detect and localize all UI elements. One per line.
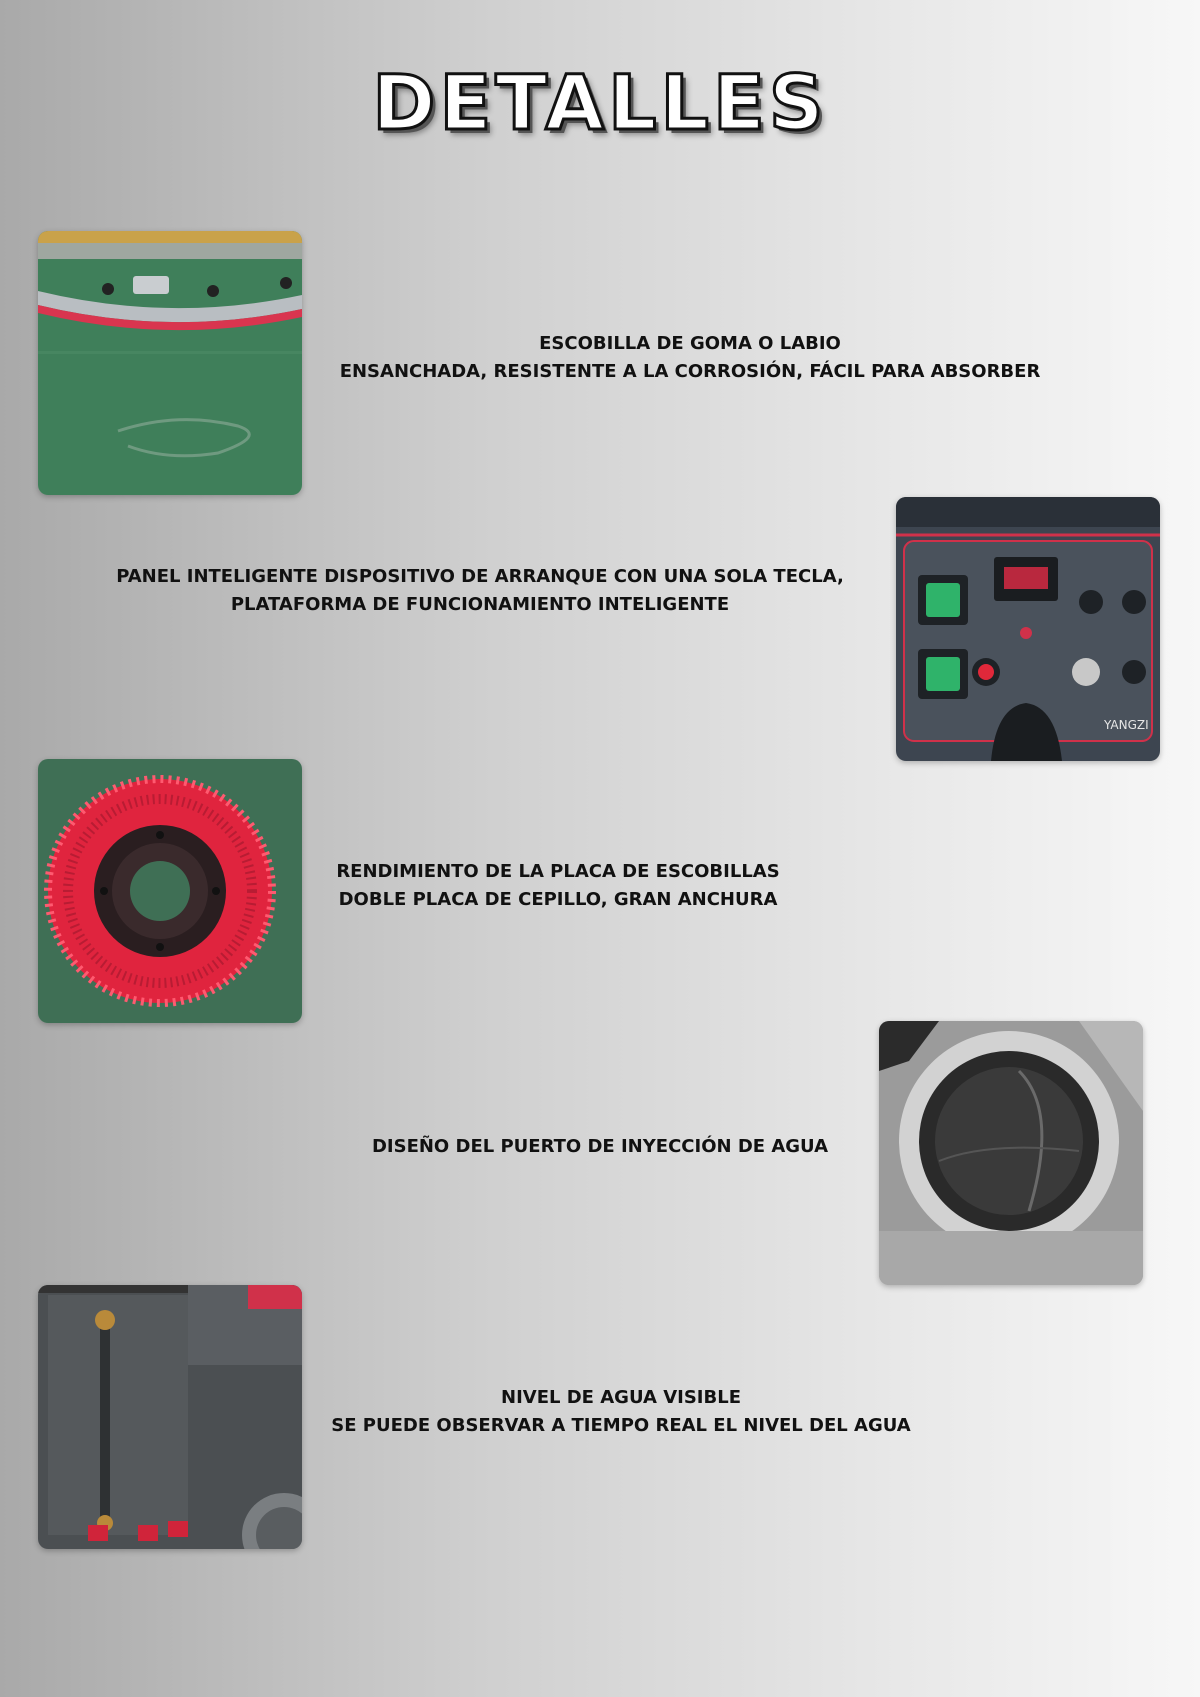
caption-line-2: DOBLE PLACA DE CEPILLO, GRAN ANCHURA <box>338 889 778 910</box>
caption-line-1: RENDIMIENTO DE LA PLACA DE ESCOBILLAS <box>336 861 780 882</box>
control-panel-caption <box>80 563 880 619</box>
caption-line-1: PANEL INTELIGENTE DISPOSITIVO DE ARRANQUE CON UNA SOLA TECLA, <box>116 566 844 587</box>
control-panel-photo-icon <box>896 497 1160 761</box>
squeegee-caption <box>318 330 1062 386</box>
water-level-caption <box>318 1384 924 1440</box>
brush-plate-photo-icon <box>38 759 302 1023</box>
water-level-photo-icon <box>38 1285 302 1549</box>
page-title: DETALLES <box>372 58 828 147</box>
caption-line-1: ESCOBILLA DE GOMA O LABIO <box>539 333 841 354</box>
caption-line-2: PLATAFORMA DE FUNCIONAMIENTO INTELIGENTE <box>230 594 730 615</box>
caption-line-1: DISEÑO DEL PUERTO DE INYECCIÓN DE AGUA <box>371 1136 829 1157</box>
water-port-caption <box>330 1133 870 1161</box>
brush-plate-caption <box>318 858 798 914</box>
caption-line-2: ENSANCHADA, RESISTENTE A LA CORROSIÓN, FÁCIL PARA ABSORBER <box>339 361 1041 382</box>
panel-brand-label: YANGZI <box>1104 718 1149 732</box>
squeegee-photo-icon <box>38 231 302 495</box>
caption-line-1: NIVEL DE AGUA VISIBLE <box>501 1387 741 1408</box>
water-port-photo-icon <box>879 1021 1143 1285</box>
caption-line-2: SE PUEDE OBSERVAR A TIEMPO REAL EL NIVEL DEL AGUA <box>331 1415 911 1436</box>
